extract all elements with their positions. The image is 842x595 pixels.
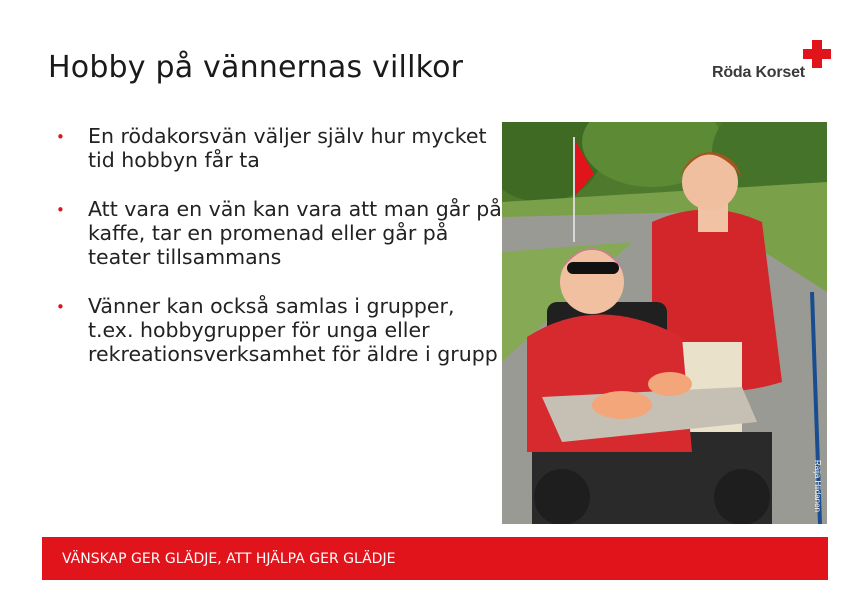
bullet-marker: •	[56, 298, 65, 316]
red-cross-icon	[803, 40, 831, 68]
bullet-list	[56, 124, 506, 391]
bullet-text: Vänner kan också samlas i grupper, t.ex. hobbygrupper för unga eller rekreationsverksamhet för äldre i grupp	[88, 294, 498, 366]
slide-title: Hobby på vännernas villkor	[48, 50, 464, 85]
bullet-item	[56, 294, 506, 366]
bullet-text: En rödakorsvän väljer själv hur mycket tid hobbyn får ta	[88, 124, 487, 172]
photo-credit: Raija Hiidanen	[813, 460, 822, 513]
logo-text: Röda Korset	[712, 64, 805, 81]
photo-two-women-outdoors	[502, 122, 827, 524]
bullet-text: Att vara en vän kan vara att man går på kaffe, tar en promenad eller går på teater tillsammans	[88, 197, 502, 269]
bullet-item	[56, 197, 506, 269]
footer-bar	[42, 537, 828, 580]
red-cross-logo	[710, 40, 832, 88]
bullet-marker: •	[56, 201, 65, 219]
photo-illustration	[502, 122, 827, 524]
footer-slogan: VÄNSKAP GER GLÄDJE, ATT HJÄLPA GER GLÄDJE	[62, 551, 396, 567]
bullet-item	[56, 124, 506, 172]
bullet-marker: •	[56, 128, 65, 146]
